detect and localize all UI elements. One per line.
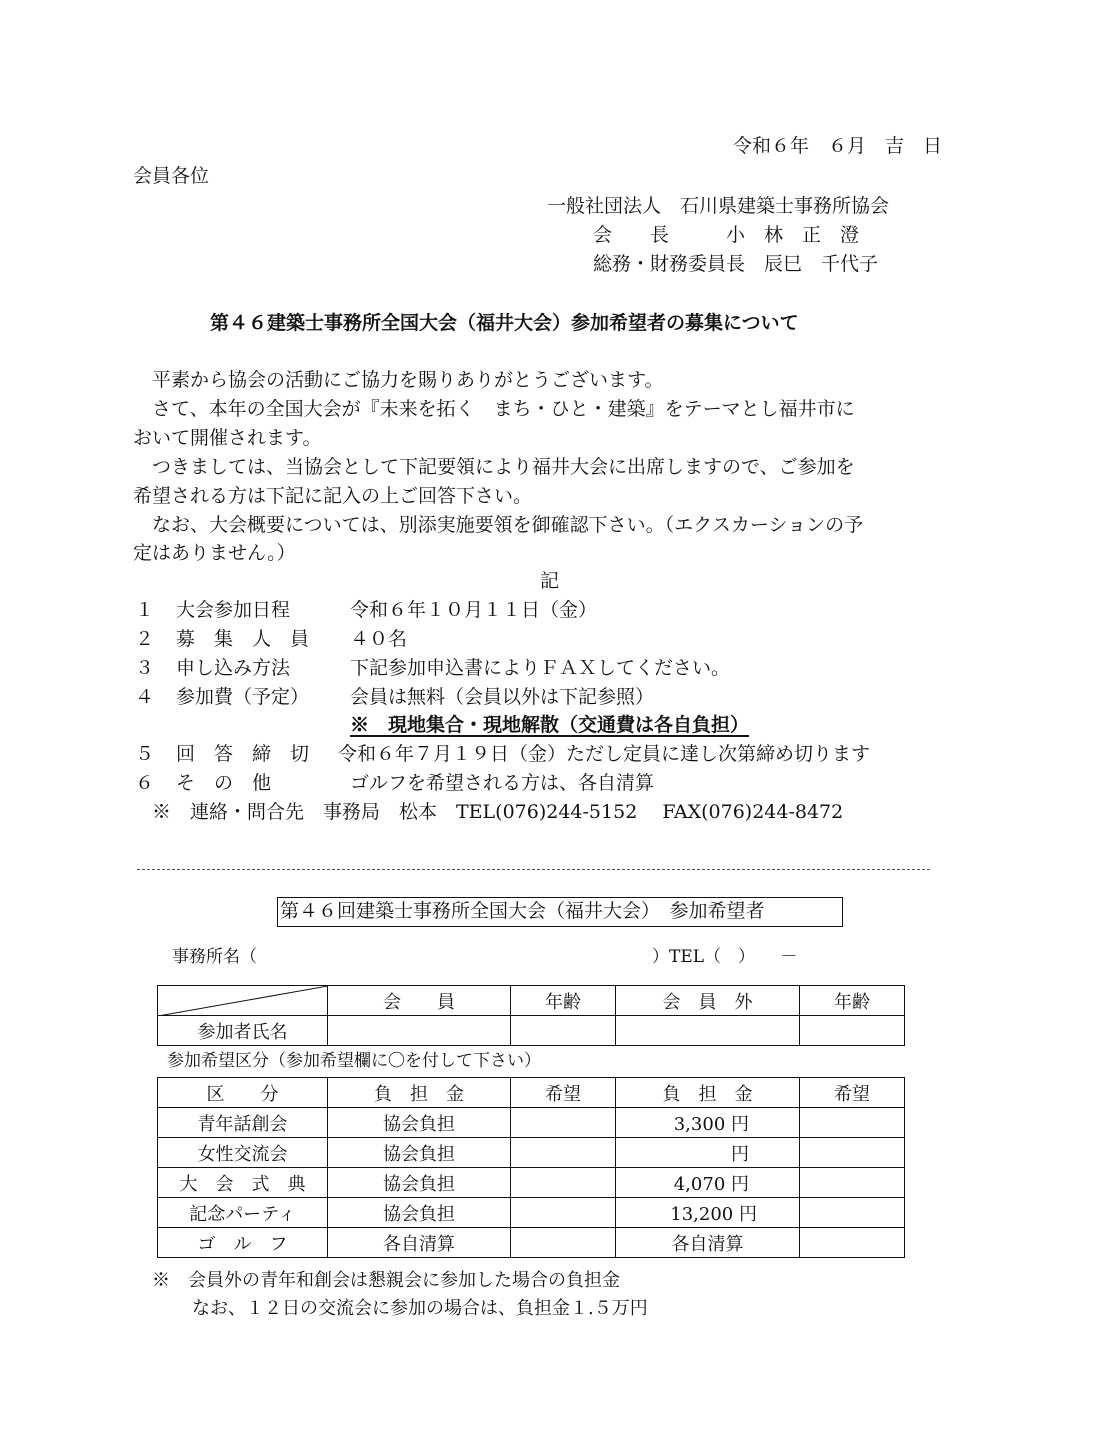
president-name: 会 長 小 林 正 澄 [593,224,860,246]
contact-info: ※ 連絡・問合先 事務局 松本 TEL(076)244-5152 FAX(076)244-8472 [152,801,844,823]
footnote-1: ※ 会員外の青年和創会は懇親会に参加した場合の負担金 [152,1270,620,1291]
item-6-value: ゴルフを希望される方は、各自清算 [350,772,655,794]
organization-name: 一般社団法人 石川県建築士事務所協会 [547,195,890,217]
participant-name-label: 参加者氏名 [158,1016,328,1046]
nonmember-wish-cell[interactable] [800,1198,905,1228]
table-row [158,1138,905,1168]
member-wish-cell[interactable] [511,1198,616,1228]
category-name: 青年話創会 [158,1108,328,1138]
item-1-number: １ [135,599,155,621]
item-2-label: 募 集 人 員 [176,628,310,650]
item-1-value: 令和６年１０月１１日（金） [350,599,598,621]
addressee: 会員各位 [133,165,210,187]
document-title: 第４６建築士事務所全国大会（福井大会）参加希望者の募集について [210,312,799,334]
table-row [158,1228,905,1258]
header-age-member: 年齢 [511,986,616,1016]
participants-name-row [158,1016,905,1046]
header-nonmember-fee: 負 担 金 [616,1078,800,1108]
member-fee: 協会負担 [328,1198,511,1228]
nonmember-name-field[interactable] [616,1016,800,1046]
item-4-number: ４ [135,686,155,708]
diagonal-line [158,986,328,1016]
ki-heading: 記 [540,570,560,592]
nonmember-fee: 3,300 円 [616,1108,800,1138]
body-paragraph-3a: つきましては、当協会として下記要領により福井大会に出席しますので、ご参加を [152,456,855,478]
header-member: 会 員 [328,986,511,1016]
nonmember-fee: 円 [616,1138,800,1168]
nonmember-fee: 4,070 円 [616,1168,800,1198]
category-header-row [158,1078,905,1108]
tel-label: ）TEL（ ） － [652,947,798,967]
body-paragraph-2b: おいて開催されます。 [133,427,322,449]
document-date: 令和６年 ６月 吉 日 [733,135,943,157]
member-wish-cell[interactable] [511,1138,616,1168]
category-table [157,1077,905,1258]
item-4-label: 参加費（予定） [176,686,310,708]
header-category: 区 分 [158,1078,328,1108]
member-age-field[interactable] [511,1016,616,1046]
nonmember-wish-cell[interactable] [800,1168,905,1198]
header-age-nonmember: 年齢 [800,986,905,1016]
item-2-value: ４０名 [350,628,408,650]
committee-chair-name: 総務・財務委員長 辰巳 千代子 [593,253,879,275]
table-row [158,1198,905,1228]
table-row [158,1108,905,1138]
item-3-value: 下記参加申込書によりＦＡＸしてください。 [350,657,731,679]
form-title: 第４６回建築士事務所全国大会（福井大会） 参加希望者 [277,897,843,927]
header-nonmember-wish: 希望 [800,1078,905,1108]
office-name-label: 事務所名（ [172,947,257,967]
table-row [158,1168,905,1198]
header-member-fee: 負 担 金 [328,1078,511,1108]
item-1-label: 大会参加日程 [176,599,291,621]
member-fee: 協会負担 [328,1168,511,1198]
header-member-wish: 希望 [511,1078,616,1108]
category-name: 記念パーティ [158,1198,328,1228]
category-caption: 参加希望区分（参加希望欄に〇を付して下さい） [167,1051,541,1071]
item-5-value: 令和６年７月１９日（金）ただし定員に達し次第締め切ります [338,743,871,765]
category-name: 女性交流会 [158,1138,328,1168]
item-2-number: ２ [135,628,155,650]
body-paragraph-2a: さて、本年の全国大会が『未来を拓く まち・ひと・建築』をテーマとし福井市に [152,398,855,420]
participants-table [157,985,905,1046]
member-wish-cell[interactable] [511,1108,616,1138]
member-fee: 協会負担 [328,1138,511,1168]
item-3-number: ３ [135,657,155,679]
item-6-label: そ の 他 [176,772,272,794]
nonmember-fee: 各自清算 [616,1228,800,1258]
body-paragraph-4b: 定はありません。） [133,542,296,564]
nonmember-wish-cell[interactable] [800,1108,905,1138]
member-fee: 各自清算 [328,1228,511,1258]
item-4-value: 会員は無料（会員以外は下記参照） [350,686,655,708]
footnote-2: なお、１２日の交流会に参加の場合は、負担金１.５万円 [192,1298,648,1319]
category-name: 大 会 式 典 [158,1168,328,1198]
member-fee: 協会負担 [328,1108,511,1138]
body-paragraph-3b: 希望される方は下記に記入の上ご回答下さい。 [133,485,533,507]
item-5-label: 回 答 締 切 [176,743,310,765]
participants-header-row [158,986,905,1016]
nonmember-wish-cell[interactable] [800,1138,905,1168]
diagonal-cell [158,986,328,1016]
member-wish-cell[interactable] [511,1228,616,1258]
body-paragraph-1: 平素から協会の活動にご協力を賜りありがとうございます。 [152,369,664,391]
member-wish-cell[interactable] [511,1168,616,1198]
meeting-note: ※ 現地集合・現地解散（交通費は各自負担） [350,714,750,736]
nonmember-fee: 13,200 円 [616,1198,800,1228]
item-3-label: 申し込み方法 [176,657,291,679]
header-nonmember: 会 員 外 [616,986,800,1016]
body-paragraph-4a: なお、大会概要については、別添実施要領を御確認下さい。（エクスカーションの予 [152,514,864,536]
nonmember-wish-cell[interactable] [800,1228,905,1258]
cut-line [137,869,930,870]
item-5-number: ５ [135,743,155,765]
category-name: ゴ ル フ [158,1228,328,1258]
item-6-number: ６ [135,772,155,794]
nonmember-age-field[interactable] [800,1016,905,1046]
member-name-field[interactable] [328,1016,511,1046]
